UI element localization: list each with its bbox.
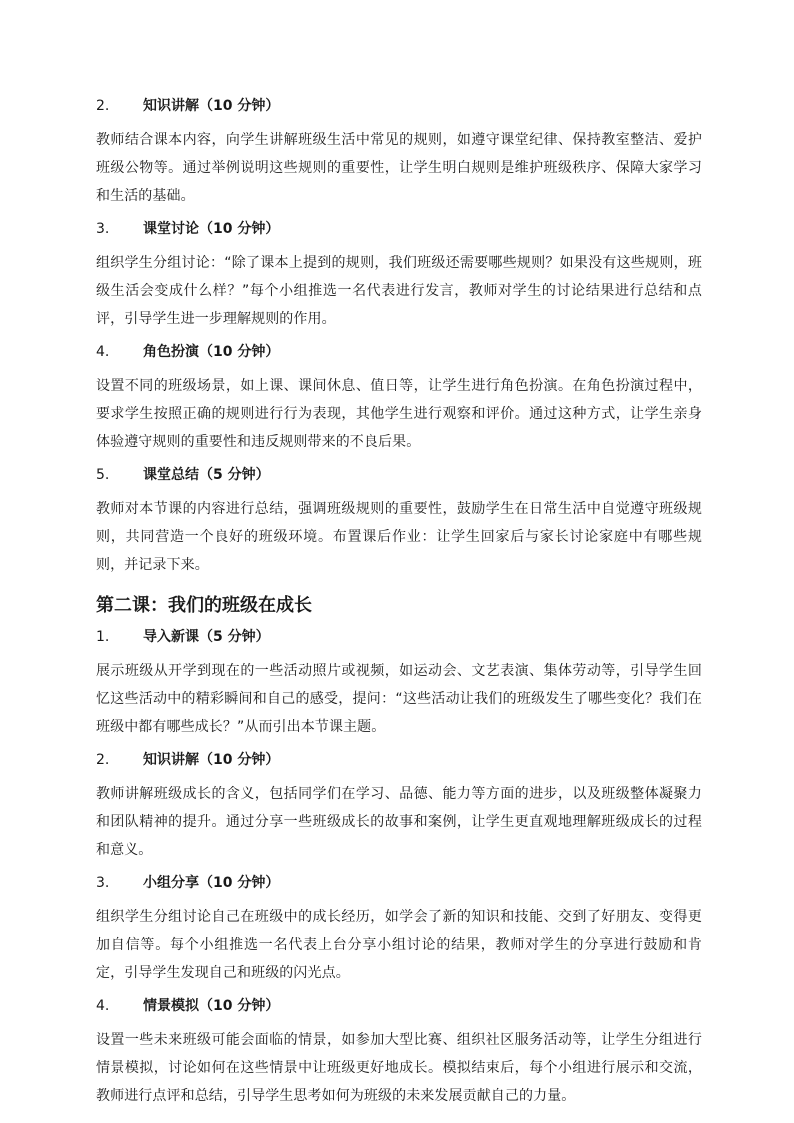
step-title: 课堂总结（5 分钟） [143, 467, 270, 483]
step-paragraph: 教师讲解班级成长的含义，包括同学们在学习、品德、能力等方面的进步，以及班级整体凝聚力和团队精神的提升。通过分享一些班级成长的故事和案例，让学生更直观地理解班级成长的过程和意义。 [96, 786, 702, 858]
step-title: 知识讲解（10 分钟） [143, 752, 280, 768]
step-number: 5. [96, 467, 110, 483]
step-heading [96, 750, 702, 770]
step-title: 导入新课（5 分钟） [143, 629, 270, 645]
step-paragraph: 设置不同的班级场景，如上课、课间休息、值日等，让学生进行角色扮演。在角色扮演过程中，要求学生按照正确的规则进行行为表现，其他学生进行观察和评价。通过这种方式，让学生亲身体验遵守规则的重要性和违反规则带来的不良后果。 [96, 378, 702, 450]
step-heading [96, 873, 702, 893]
step-title: 知识讲解（10 分钟） [143, 98, 280, 114]
step-number: 4. [96, 998, 110, 1014]
step-number: 4. [96, 344, 110, 360]
step-paragraph: 组织学生分组讨论自己在班级中的成长经历，如学会了新的知识和技能、交到了好朋友、变得更加自信等。每个小组推选一名代表上台分享小组讨论的结果，教师对学生的分享进行鼓励和肯定，引导学生发现自己和班级的闪光点。 [96, 909, 702, 981]
step-paragraph: 教师对本节课的内容进行总结，强调班级规则的重要性，鼓励学生在日常生活中自觉遵守班级规则，共同营造一个良好的班级环境。布置课后作业：让学生回家后与家长讨论家庭中有哪些规则，并记录下来。 [96, 501, 702, 573]
step-number: 2. [96, 98, 110, 114]
step-number: 2. [96, 752, 110, 768]
step-paragraph: 组织学生分组讨论：“除了课本上提到的规则，我们班级还需要哪些规则？如果没有这些规则，班级生活会变成什么样？”每个小组推选一名代表进行发言，教师对学生的讨论结果进行总结和点评，引导学生进一步理解规则的作用。 [96, 255, 702, 327]
step-title: 课堂讨论（10 分钟） [143, 221, 280, 237]
step-number: 1. [96, 629, 110, 645]
step-heading [96, 996, 702, 1016]
step-number: 3. [96, 875, 110, 891]
step-paragraph: 展示班级从开学到现在的一些活动照片或视频，如运动会、文艺表演、集体劳动等，引导学生回忆这些活动中的精彩瞬间和自己的感受，提问：“这些活动让我们的班级发生了哪些变化？我们在班级中都有哪些成长？”从而引出本节课主题。 [96, 663, 702, 735]
step-title: 情景模拟（10 分钟） [143, 998, 280, 1014]
step-paragraph: 设置一些未来班级可能会面临的情景，如参加大型比赛、组织社区服务活动等，让学生分组进行情景模拟，讨论如何在这些情景中让班级更好地成长。模拟结束后，每个小组进行展示和交流，教师进行点评和总结，引导学生思考如何为班级的未来发展贡献自己的力量。 [96, 1032, 702, 1104]
step-number: 3. [96, 221, 110, 237]
document-page [96, 88, 702, 1110]
step-heading [96, 342, 702, 362]
step-heading [96, 465, 702, 485]
step-heading [96, 627, 702, 647]
step-title: 小组分享（10 分钟） [143, 875, 280, 891]
step-heading [96, 219, 702, 239]
step-title: 角色扮演（10 分钟） [143, 344, 280, 360]
lesson-title: 第二课：我们的班级在成长 [96, 595, 312, 616]
step-paragraph: 教师结合课本内容，向学生讲解班级生活中常见的规则，如遵守课堂纪律、保持教室整洁、爱护班级公物等。通过举例说明这些规则的重要性，让学生明白规则是维护班级秩序、保障大家学习和生活的基础。 [96, 132, 702, 204]
step-heading [96, 96, 702, 116]
